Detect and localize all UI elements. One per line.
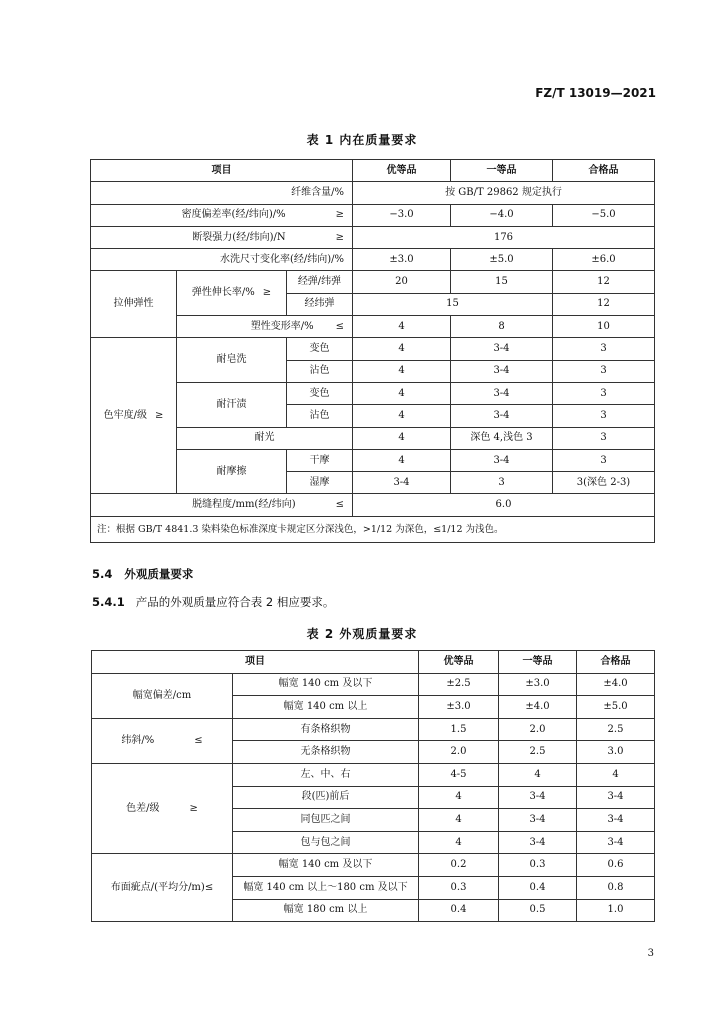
cell-value: 0.3	[499, 854, 577, 877]
group-label-fabric-defects: 布面疵点/(平均分/m)≤	[92, 854, 233, 922]
page-number: 3	[647, 948, 654, 959]
cell-value: −3.0	[353, 204, 451, 226]
cell-value: 0.4	[419, 899, 499, 922]
cell-value: 深色 4,浅色 3	[451, 427, 553, 449]
label-sub: 包与包之间	[233, 831, 419, 854]
row-label-density: 密度偏差率(经/纬向)/% ≥	[91, 204, 353, 226]
cell-value: 2.0	[499, 718, 577, 741]
header-grade-first: 一等品	[499, 651, 577, 674]
cell-value: ±3.0	[419, 696, 499, 719]
cell-value: ±5.0	[451, 249, 553, 271]
cell-value: 3-4	[499, 786, 577, 809]
header-item: 项目	[91, 160, 353, 182]
table-header-row	[92, 651, 655, 674]
label-sub: 段(匹)前后	[233, 786, 419, 809]
cell-value: 6.0	[353, 494, 655, 516]
cell-value: 3	[553, 382, 655, 404]
section-5-4-heading: 5.4 外观质量要求	[92, 567, 194, 581]
cell-value: 4	[499, 763, 577, 786]
cell-value: 3-4	[577, 831, 655, 854]
label-sub: 幅宽 140 cm 以上	[233, 696, 419, 719]
cell-value: 2.5	[499, 741, 577, 764]
cell-value: 3-4	[577, 786, 655, 809]
label-sub: 沾色	[287, 405, 353, 427]
label-sub: 沾色	[287, 360, 353, 382]
table-row	[91, 204, 655, 226]
cell-value: 0.4	[499, 876, 577, 899]
cell-value: 3	[553, 427, 655, 449]
cell-value: 20	[353, 271, 451, 293]
cell-value: 2.5	[577, 718, 655, 741]
label-elongation: 弹性伸长率/% ≥	[177, 271, 287, 316]
cell-value: 3-4	[499, 809, 577, 832]
cell-value: 4	[353, 405, 451, 427]
cell-value: 3(深色 2-3)	[553, 472, 655, 494]
row-label-fiber: 纤维含量/%	[91, 182, 353, 204]
label-sub: 幅宽 140 cm 以上～180 cm 及以下	[233, 876, 419, 899]
table1-title: 表 1 内在质量要求	[306, 133, 418, 147]
label-soap: 耐皂洗	[177, 338, 287, 383]
table-row	[92, 673, 655, 696]
row-label-break: 断裂强力(经/纬向)/N ≥	[91, 226, 353, 248]
label-sub: 同包匹之间	[233, 809, 419, 832]
label-sweat: 耐汗渍	[177, 382, 287, 427]
cell-value: 3-4	[451, 360, 553, 382]
cell-value: 8	[451, 316, 553, 338]
table-row	[91, 271, 655, 293]
cell-value: 4	[353, 427, 451, 449]
label-sub: 湿摩	[287, 472, 353, 494]
standard-code: FZ/T 13019—2021	[535, 86, 656, 100]
group-label-width-deviation: 幅宽偏差/cm	[92, 673, 233, 718]
table-row	[91, 226, 655, 248]
cell-value: 15	[451, 271, 553, 293]
row-label-wash: 水洗尺寸变化率(经/纬向)/%	[91, 249, 353, 271]
cell-value: 2.0	[419, 741, 499, 764]
header-grade-qualified: 合格品	[553, 160, 655, 182]
section-5-4-1-text: 5.4.1 产品的外观质量应符合表 2 相应要求。	[92, 595, 335, 609]
header-grade-superior: 优等品	[353, 160, 451, 182]
table-note-row	[91, 516, 655, 542]
table-row	[92, 763, 655, 786]
cell-value: ±3.0	[353, 249, 451, 271]
label-sub: 经弹/纬弹	[287, 271, 353, 293]
table2-title: 表 2 外观质量要求	[306, 627, 418, 641]
cell-value: 10	[553, 316, 655, 338]
header-grade-first: 一等品	[451, 160, 553, 182]
cell-value: 0.6	[577, 854, 655, 877]
label-sub: 无条格织物	[233, 741, 419, 764]
cell-value: 15	[353, 293, 553, 315]
cell-value: 3-4	[499, 831, 577, 854]
cell-value: 176	[353, 226, 655, 248]
cell-value: ±6.0	[553, 249, 655, 271]
cell-value: 0.5	[499, 899, 577, 922]
cell-value: 3-4	[451, 405, 553, 427]
cell-value: 3	[451, 472, 553, 494]
cell-value: 12	[553, 271, 655, 293]
cell-value: ±4.0	[577, 673, 655, 696]
cell-value: 3	[553, 360, 655, 382]
label-sub: 变色	[287, 382, 353, 404]
cell-value: 3-4	[577, 809, 655, 832]
cell-value: −5.0	[553, 204, 655, 226]
cell-value: 按 GB/T 29862 规定执行	[353, 182, 655, 204]
group-label-skew: 纬斜/% ≤	[92, 718, 233, 763]
label-sub: 幅宽 140 cm 及以下	[233, 673, 419, 696]
cell-value: 12	[553, 293, 655, 315]
label-rub: 耐摩擦	[177, 449, 287, 494]
table-row	[91, 249, 655, 271]
label-sub: 变色	[287, 338, 353, 360]
header-grade-superior: 优等品	[419, 651, 499, 674]
label-light: 耐光	[177, 427, 353, 449]
header-grade-qualified: 合格品	[577, 651, 655, 674]
label-sub: 左、中、右	[233, 763, 419, 786]
label-sub: 干摩	[287, 449, 353, 471]
cell-value: 0.8	[577, 876, 655, 899]
cell-value: 3-4	[451, 449, 553, 471]
cell-value: 3.0	[577, 741, 655, 764]
table-row	[91, 182, 655, 204]
cell-value: 1.0	[577, 899, 655, 922]
label-plastic: 塑性变形率/% ≤	[177, 316, 353, 338]
cell-value: 4-5	[419, 763, 499, 786]
cell-value: 3-4	[353, 472, 451, 494]
cell-value: 4	[353, 360, 451, 382]
label-sub: 经纬弹	[287, 293, 353, 315]
cell-value: 3	[553, 405, 655, 427]
label-sub: 有条格织物	[233, 718, 419, 741]
label-sub: 幅宽 140 cm 及以下	[233, 854, 419, 877]
cell-value: 0.3	[419, 876, 499, 899]
cell-value: 4	[353, 449, 451, 471]
table-row	[91, 338, 655, 360]
cell-value: 4	[353, 316, 451, 338]
row-label-slip: 脱缝程度/mm(经/纬向) ≤	[91, 494, 353, 516]
cell-value: 3-4	[451, 338, 553, 360]
cell-value: 4	[419, 786, 499, 809]
header-item: 项目	[92, 651, 419, 674]
table1-intrinsic-quality	[90, 159, 655, 543]
cell-value: ±5.0	[577, 696, 655, 719]
cell-value: 4	[419, 809, 499, 832]
cell-value: 4	[353, 382, 451, 404]
group-label-color: 色牢度/级 ≥	[91, 338, 177, 494]
cell-value: 3	[553, 449, 655, 471]
group-label-color-difference: 色差/级 ≥	[92, 763, 233, 853]
cell-value: ±3.0	[499, 673, 577, 696]
table-row	[91, 494, 655, 516]
cell-value: 3-4	[451, 382, 553, 404]
cell-value: 1.5	[419, 718, 499, 741]
label-sub: 幅宽 180 cm 以上	[233, 899, 419, 922]
table-header-row	[91, 160, 655, 182]
table-row	[92, 854, 655, 877]
cell-value: −4.0	[451, 204, 553, 226]
cell-value: 0.2	[419, 854, 499, 877]
table1-note: 注：根据 GB/T 4841.3 染料染色标准深度卡规定区分深浅色，>1/12 为深色，≤1/12 为浅色。	[91, 516, 655, 542]
cell-value: 3	[553, 338, 655, 360]
cell-value: ±2.5	[419, 673, 499, 696]
cell-value: ±4.0	[499, 696, 577, 719]
cell-value: 4	[353, 338, 451, 360]
table-row	[92, 718, 655, 741]
group-label-stretch: 拉伸弹性	[91, 271, 177, 338]
cell-value: 4	[577, 763, 655, 786]
cell-value: 4	[419, 831, 499, 854]
table2-appearance-quality	[91, 650, 655, 922]
